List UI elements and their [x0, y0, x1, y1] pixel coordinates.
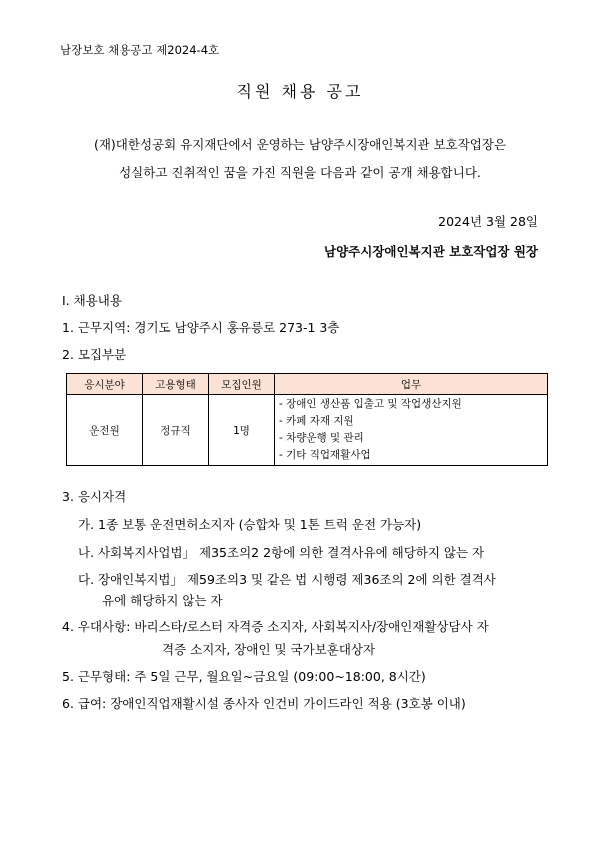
column-header: 응시분야	[67, 374, 143, 395]
column-header: 고용형태	[143, 374, 209, 395]
qualification-item: 가. 1종 보통 운전면허소지자 (승합차 및 1톤 트럭 운전 가능자)	[78, 517, 422, 532]
table-row	[67, 395, 548, 466]
duty-item: - 카페 자재 지원	[279, 415, 354, 427]
duties-cell	[275, 395, 548, 466]
table-header-row	[67, 374, 548, 395]
salary: 6. 급여: 장애인직업재활시설 종사자 인건비 가이드라인 적용 (3호봉 이내)	[62, 696, 466, 711]
duty-item: - 기타 직업재활사업	[279, 449, 371, 461]
duty-item: - 장애인 생산품 입출고 및 작업생산지원	[279, 398, 462, 410]
qualification-item: 나. 사회복지사업법」 제35조의2 2항에 의한 결격사유에 해당하지 않는 자	[78, 545, 485, 560]
page-title: 직원 채용 공고	[236, 82, 364, 101]
qualification-item-continued: 유에 해당하지 않는 자	[102, 593, 223, 608]
qualification-item: 다. 장애인복지법」 제59조의3 및 같은 법 시행령 제36조의 2에 의한 결격사	[78, 572, 496, 587]
employment-type-cell: 정규직	[143, 395, 209, 466]
work-location: 1. 근무지역: 경기도 남양주시 홍유릉로 273-1 3층	[62, 320, 340, 335]
work-schedule: 5. 근무형태: 주 5일 근무, 월요일~금요일 (09:00~18:00, 8시간)	[62, 669, 426, 684]
column-header: 모집인원	[209, 374, 275, 395]
duty-item: - 차량운행 및 관리	[279, 432, 364, 444]
qualification-heading: 3. 응시자격	[62, 489, 127, 504]
field-cell: 운전원	[67, 395, 143, 466]
announcement-date: 2024년 3월 28일	[438, 214, 538, 229]
intro-line-1: (재)대한성공회 유지재단에서 운영하는 남양주시장애인복지관 보호작업장은	[93, 137, 507, 152]
recruitment-table	[66, 373, 548, 466]
intro-line-2: 성실하고 진취적인 꿈을 가진 직원을 다음과 같이 공개 채용합니다.	[119, 165, 481, 180]
document-reference-number: 남장보호 채용공고 제2024-4호	[60, 43, 220, 57]
issuer: 남양주시장애인복지관 보호작업장 원장	[324, 244, 538, 259]
preference-line-1: 4. 우대사항: 바리스타/로스터 자격증 소지자, 사회복지사/장애인재활상담사 자	[62, 619, 489, 634]
preference-line-2: 격증 소지자, 장애인 및 국가보훈대상자	[162, 642, 376, 657]
recruitment-field-heading: 2. 모집부분	[62, 347, 127, 362]
section-heading: Ⅰ. 채용내용	[62, 293, 122, 308]
headcount-cell: 1명	[209, 395, 275, 466]
column-header: 업무	[275, 374, 548, 395]
